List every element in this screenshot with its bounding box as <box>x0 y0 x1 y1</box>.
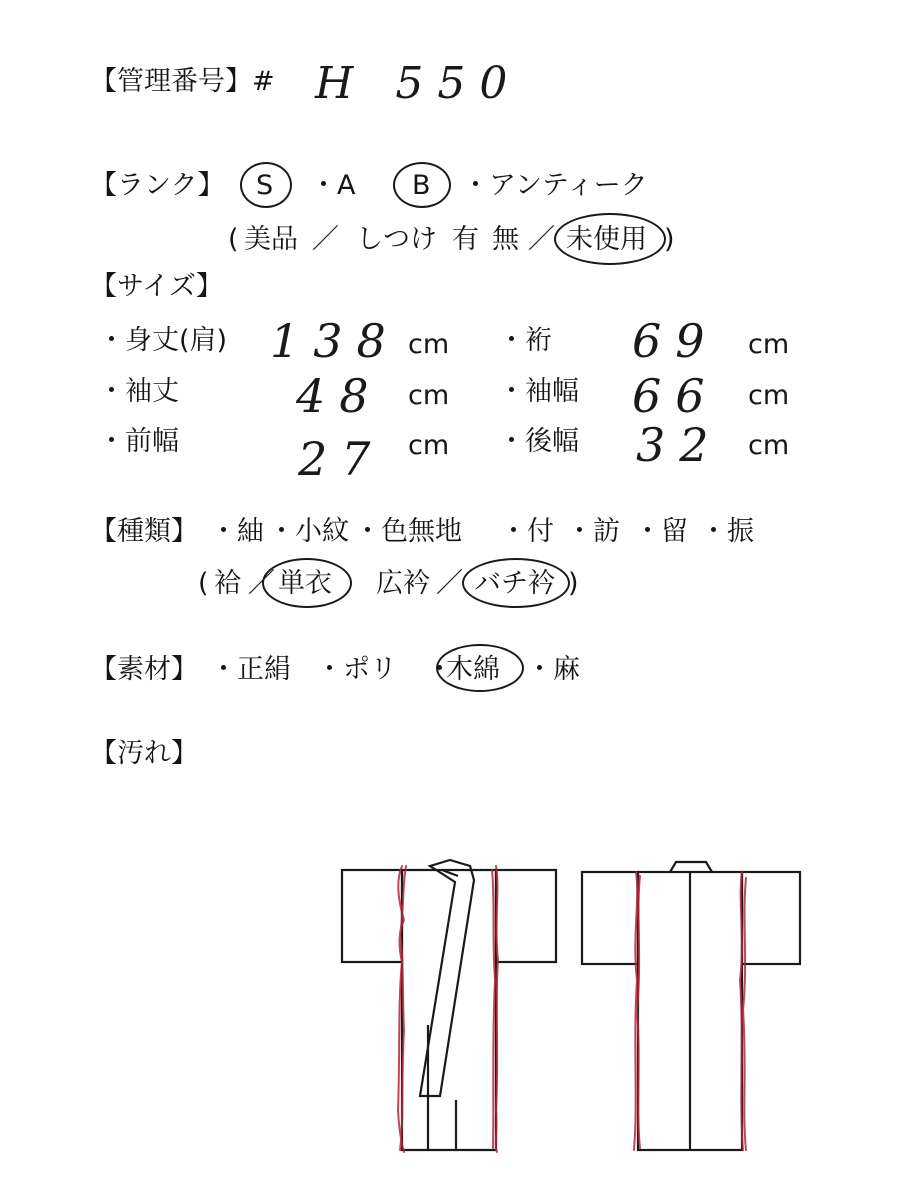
right-sleeve <box>496 870 556 962</box>
kind-option-houmon: ・訪 <box>566 516 620 547</box>
management-number-label: 【管理番号】# <box>90 66 275 97</box>
kind-hitoe: 単衣 <box>278 568 332 599</box>
right-sleeve-back <box>742 872 800 964</box>
kind-separator: ／ <box>248 568 275 599</box>
kind-label: 【種類】 <box>90 516 198 547</box>
size-label: 【サイズ】 <box>90 271 223 302</box>
material-option-hemp: ・麻 <box>526 654 580 685</box>
size-unit: cm <box>408 380 450 411</box>
kind-option-tome: ・留 <box>634 516 688 547</box>
size-unit: cm <box>748 430 790 461</box>
rank-shitsuke: しつけ <box>356 224 437 255</box>
kind-option-iromuji: ・色無地 <box>354 516 462 547</box>
size-unit: cm <box>408 329 450 360</box>
stain-label: 【汚れ】 <box>90 738 198 769</box>
kimono-front-diagram <box>342 860 556 1150</box>
size-row2-right-value: 66 <box>632 369 719 423</box>
kind-option-tsumugi: ・紬 <box>210 516 264 547</box>
rank-line2-open: ( <box>228 224 239 255</box>
size-unit: cm <box>408 430 450 461</box>
kimono-back-diagram <box>582 862 800 1150</box>
kind-awase: 袷 <box>214 568 241 599</box>
size-row1-right-label: ・裄 <box>498 325 552 356</box>
size-unit: cm <box>748 380 790 411</box>
kind-option-tsuke: ・付 <box>500 516 554 547</box>
size-row3-right-value: 32 <box>636 418 723 472</box>
material-option-dot: ・ <box>426 654 453 685</box>
material-option-cotton: 木綿 <box>446 654 500 685</box>
rank-option-b: B <box>412 170 431 201</box>
left-sleeve <box>342 870 402 962</box>
kind-line2-open: ( <box>198 568 209 599</box>
size-row3-right-label: ・後幅 <box>498 426 579 457</box>
rank-condition-unused: 未使用 <box>566 224 647 255</box>
material-option-silk: ・正絹 <box>210 654 291 685</box>
kind-hiroeri: 広衿 <box>376 568 430 599</box>
kind-line2-close: ) <box>568 568 579 599</box>
rank-option-s: S <box>256 170 274 201</box>
rank-line2-close: ) <box>664 224 675 255</box>
size-row2-right-label: ・袖幅 <box>498 376 579 407</box>
size-row1-left-value: 138 <box>270 314 400 368</box>
size-row3-left-label: ・前幅 <box>98 426 179 457</box>
rank-shitsuke-yes: 有 <box>452 224 479 255</box>
kind-option-furi: ・振 <box>700 516 754 547</box>
rank-option-antique: ・アンティーク <box>462 170 648 201</box>
rank-shitsuke-no: 無 <box>492 224 519 255</box>
size-row1-right-value: 69 <box>632 314 719 368</box>
material-label: 【素材】 <box>90 654 198 685</box>
size-row2-left-label: ・袖丈 <box>98 376 179 407</box>
kind-separator: ／ <box>436 568 463 599</box>
size-row1-left-label: ・身丈(肩) <box>98 325 228 356</box>
management-number-value: H 550 <box>315 58 522 109</box>
left-sleeve-back <box>582 872 638 964</box>
back-collar <box>670 862 712 872</box>
material-option-poly: ・ポリ <box>316 654 397 685</box>
rank-option-a: ・A <box>310 170 356 201</box>
size-row2-left-value: 48 <box>296 369 383 423</box>
rank-separator: ／ <box>528 224 555 255</box>
rank-condition-good: 美品 <box>244 224 298 255</box>
rank-separator: ／ <box>312 224 339 255</box>
kind-option-komon: ・小紋 <box>268 516 349 547</box>
rank-label: 【ランク】 <box>90 170 225 201</box>
size-unit: cm <box>748 329 790 360</box>
size-row3-left-value: 27 <box>298 432 385 486</box>
kind-bachieri: バチ衿 <box>474 568 555 599</box>
